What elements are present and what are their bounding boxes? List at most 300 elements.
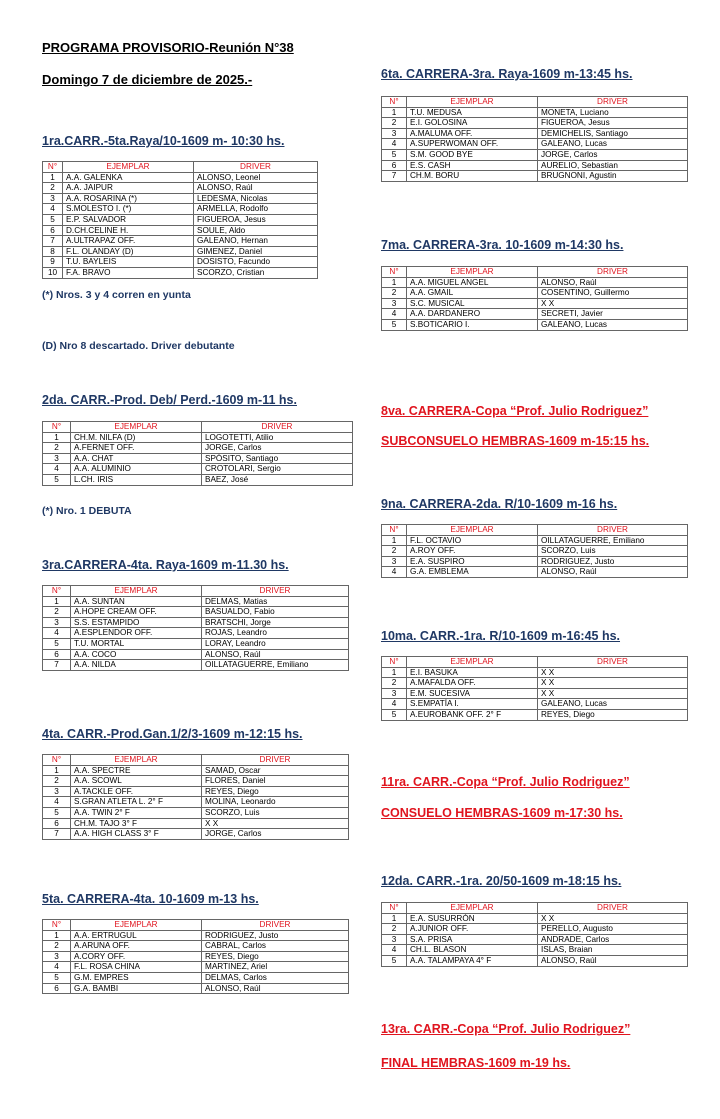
entry-number: 6 <box>43 818 71 829</box>
table-row <box>43 797 349 808</box>
driver-name: X X <box>538 688 688 699</box>
entry-number: 1 <box>382 913 407 924</box>
entry-number: 2 <box>382 288 407 299</box>
horse-name: G.A. BAMBI <box>71 983 202 994</box>
horse-name: A.A. DARDANERO <box>407 309 538 320</box>
driver-name: DOSISTO, Facundo <box>194 257 318 268</box>
col-driver-header: DRIVER <box>202 920 349 931</box>
table-row <box>43 951 349 962</box>
entry-number: 3 <box>43 453 71 464</box>
table-row <box>43 829 349 840</box>
horse-name: A.A. SCOWL <box>71 776 202 787</box>
entry-number: 8 <box>43 246 63 257</box>
horse-name: G.A. EMBLEMA <box>407 567 538 578</box>
table-row <box>43 628 349 639</box>
entry-number: 1 <box>43 930 71 941</box>
horse-name: T.U. BAYLEIS <box>63 257 194 268</box>
table-row <box>43 464 353 475</box>
table-row <box>43 765 349 776</box>
entry-number: 7 <box>43 829 71 840</box>
race-7-table <box>381 266 688 331</box>
horse-name: F.A. BRAVO <box>63 267 194 278</box>
horse-name: T.U. MEDUSA <box>407 107 538 118</box>
entry-number: 5 <box>382 955 407 966</box>
col-driver-header: DRIVER <box>538 267 688 278</box>
table-header-row <box>43 755 349 766</box>
entry-number: 2 <box>43 443 71 454</box>
col-num-header: N° <box>382 267 407 278</box>
table-row <box>382 688 688 699</box>
race-1-note-2: (D) Nro 8 descartado. Driver debutante <box>42 340 235 352</box>
entry-number: 1 <box>43 432 71 443</box>
horse-name: CH.M. BORU <box>407 171 538 182</box>
table-row <box>382 945 688 956</box>
driver-name: REYES, Diego <box>202 786 349 797</box>
horse-name: A.A. SUNTAN <box>71 596 202 607</box>
col-driver-header: DRIVER <box>202 586 349 597</box>
entry-number: 3 <box>43 193 63 204</box>
horse-name: A.FERNET OFF. <box>71 443 202 454</box>
driver-name: DELMAS, Matias <box>202 596 349 607</box>
horse-name: A.A. ALUMINIO <box>71 464 202 475</box>
race-6-table <box>381 96 688 182</box>
horse-name: A.HOPE CREAM OFF. <box>71 607 202 618</box>
driver-name: GIMENEZ, Daniel <box>194 246 318 257</box>
entry-number: 3 <box>382 934 407 945</box>
table-row <box>43 941 349 952</box>
table-row <box>43 649 349 660</box>
table-row <box>382 319 688 330</box>
col-driver-header: DRIVER <box>194 162 318 173</box>
col-num-header: N° <box>43 162 63 173</box>
entry-number: 3 <box>43 786 71 797</box>
entry-number: 7 <box>382 171 407 182</box>
col-num-header: N° <box>382 903 407 914</box>
horse-name: A.A. TWIN 2° F <box>71 807 202 818</box>
col-num-header: N° <box>382 97 407 108</box>
entry-number: 5 <box>382 319 407 330</box>
driver-name: AURELIO, Sebastian <box>538 160 688 171</box>
program-title: PROGRAMA PROVISORIO-Reunión N°38 <box>42 40 294 55</box>
horse-name: A.A. GMAIL <box>407 288 538 299</box>
driver-name: GALEANO, Lucas <box>538 319 688 330</box>
driver-name: CABRAL, Carlos <box>202 941 349 952</box>
table-row <box>43 183 318 194</box>
horse-name: A.TACKLE OFF. <box>71 786 202 797</box>
col-num-header: N° <box>43 422 71 433</box>
horse-name: L.CH. IRIS <box>71 474 202 485</box>
table-row <box>43 818 349 829</box>
table-row <box>43 267 318 278</box>
driver-name: JORGE, Carlos <box>202 829 349 840</box>
horse-name: S.MOLESTO I. (*) <box>63 204 194 215</box>
driver-name: BRATSCHI, Jorge <box>202 617 349 628</box>
driver-name: DEMICHELIS, Santiago <box>538 128 688 139</box>
table-row <box>382 546 688 557</box>
table-row <box>382 699 688 710</box>
driver-name: ALONSO, Raúl <box>538 277 688 288</box>
table-row <box>43 246 318 257</box>
table-row <box>382 171 688 182</box>
table-header-row <box>382 267 688 278</box>
table-row <box>382 709 688 720</box>
col-driver-header: DRIVER <box>538 657 688 668</box>
table-header-row <box>382 657 688 668</box>
entry-number: 1 <box>382 107 407 118</box>
table-row <box>382 128 688 139</box>
horse-name: A.A. COCO <box>71 649 202 660</box>
horse-name: S.C. MUSICAL <box>407 298 538 309</box>
col-horse-header: EJEMPLAR <box>407 97 538 108</box>
horse-name: A.A. MIGUEL ANGEL <box>407 277 538 288</box>
table-row <box>43 776 349 787</box>
entry-number: 4 <box>43 797 71 808</box>
driver-name: OILLATAGUERRE, Emiliano <box>202 660 349 671</box>
entry-number: 5 <box>43 638 71 649</box>
col-driver-header: DRIVER <box>538 525 688 536</box>
driver-name: GALEANO, Lucas <box>538 699 688 710</box>
horse-name: S.BOTICARIO I. <box>407 319 538 330</box>
race-6-title: 6ta. CARRERA-3ra. Raya-1609 m-13:45 hs. <box>381 67 633 81</box>
driver-name: RODRIGUEZ, Justo <box>202 930 349 941</box>
col-num-header: N° <box>43 586 71 597</box>
table-row <box>382 118 688 129</box>
driver-name: ALONSO, Raúl <box>538 955 688 966</box>
table-row <box>382 160 688 171</box>
horse-name: F.L. OLANDAY (D) <box>63 246 194 257</box>
table-row <box>382 288 688 299</box>
driver-name: ANDRADE, Carlos <box>538 934 688 945</box>
table-row <box>43 596 349 607</box>
col-horse-header: EJEMPLAR <box>407 657 538 668</box>
driver-name: OILLATAGUERRE, Emiliano <box>538 535 688 546</box>
table-row <box>43 257 318 268</box>
driver-name: X X <box>538 298 688 309</box>
horse-name: E.S. CASH <box>407 160 538 171</box>
entry-number: 1 <box>382 667 407 678</box>
col-horse-header: EJEMPLAR <box>407 267 538 278</box>
entry-number: 4 <box>43 628 71 639</box>
race-11-title-line-1: 11ra. CARR.-Copa “Prof. Julio Rodriguez” <box>381 775 630 789</box>
entry-number: 5 <box>382 149 407 160</box>
entry-number: 4 <box>382 139 407 150</box>
race-1-note-1: (*) Nros. 3 y 4 corren en yunta <box>42 289 191 301</box>
entry-number: 3 <box>43 617 71 628</box>
driver-name: X X <box>538 667 688 678</box>
horse-name: A.A. JAIPUR <box>63 183 194 194</box>
entry-number: 5 <box>43 214 63 225</box>
horse-name: S.GRAN ATLETA L. 2° F <box>71 797 202 808</box>
col-driver-header: DRIVER <box>538 903 688 914</box>
horse-name: A.A. ERTRUGUL <box>71 930 202 941</box>
driver-name: ALONSO, Raúl <box>194 183 318 194</box>
race-13-title-line-2: FINAL HEMBRAS-1609 m-19 hs. <box>381 1056 571 1070</box>
driver-name: LEDESMA, Nicolas <box>194 193 318 204</box>
col-driver-header: DRIVER <box>202 755 349 766</box>
driver-name: X X <box>538 678 688 689</box>
entry-number: 1 <box>43 765 71 776</box>
race-3-title: 3ra.CARRERA-4ta. Raya-1609 m-11.30 hs. <box>42 558 289 572</box>
race-9-table <box>381 524 688 578</box>
horse-name: E.A. SUSPIRO <box>407 556 538 567</box>
horse-name: G.M. EMPRES <box>71 972 202 983</box>
horse-name: E.A. SUSURRÓN <box>407 913 538 924</box>
table-row <box>382 107 688 118</box>
horse-name: F.L. ROSA CHINA <box>71 962 202 973</box>
entry-number: 9 <box>43 257 63 268</box>
entry-number: 4 <box>382 309 407 320</box>
entry-number: 2 <box>43 607 71 618</box>
table-row <box>382 667 688 678</box>
col-horse-header: EJEMPLAR <box>407 903 538 914</box>
col-num-header: N° <box>43 920 71 931</box>
table-header-row <box>43 422 353 433</box>
driver-name: SCORZO, Luis <box>202 807 349 818</box>
table-row <box>382 535 688 546</box>
driver-name: X X <box>538 913 688 924</box>
race-10-title: 10ma. CARR.-1ra. R/10-1609 m-16:45 hs. <box>381 629 621 643</box>
table-row <box>43 474 353 485</box>
driver-name: BASUALDO, Fabio <box>202 607 349 618</box>
race-5-table <box>42 919 349 994</box>
entry-number: 1 <box>43 172 63 183</box>
entry-number: 1 <box>382 535 407 546</box>
table-row <box>43 443 353 454</box>
table-row <box>382 955 688 966</box>
driver-name: FIGUEROA, Jesus <box>194 214 318 225</box>
entry-number: 2 <box>43 776 71 787</box>
driver-name: LORAY, Leandro <box>202 638 349 649</box>
table-row <box>43 983 349 994</box>
race-2-note-1: (*) Nro. 1 DEBUTA <box>42 505 132 517</box>
horse-name: CH.M. TAJO 3° F <box>71 818 202 829</box>
horse-name: A.EUROBANK OFF. 2° F <box>407 709 538 720</box>
horse-name: T.U. MORTAL <box>71 638 202 649</box>
table-row <box>43 236 318 247</box>
horse-name: CH.M. NILFA (D) <box>71 432 202 443</box>
entry-number: 2 <box>382 118 407 129</box>
entry-number: 3 <box>382 128 407 139</box>
entry-number: 2 <box>382 924 407 935</box>
entry-number: 3 <box>43 951 71 962</box>
race-2-table <box>42 421 353 486</box>
table-row <box>382 277 688 288</box>
driver-name: JORGE, Carlos <box>202 443 353 454</box>
driver-name: ARMELLA, Rodolfo <box>194 204 318 215</box>
driver-name: ALONSO, Raúl <box>202 983 349 994</box>
table-row <box>382 556 688 567</box>
driver-name: CROTOLARI, Sergio <box>202 464 353 475</box>
entry-number: 5 <box>43 474 71 485</box>
table-header-row <box>43 162 318 173</box>
table-row <box>43 193 318 204</box>
driver-name: ALONSO, Leonel <box>194 172 318 183</box>
driver-name: BRUGNONI, Agustin <box>538 171 688 182</box>
race-9-title: 9na. CARRERA-2da. R/10-1609 m-16 hs. <box>381 497 618 511</box>
entry-number: 4 <box>43 204 63 215</box>
entry-number: 2 <box>382 678 407 689</box>
race-8-title-line-1: 8va. CARRERA-Copa “Prof. Julio Rodriguez” <box>381 404 649 418</box>
horse-name: A.ROY OFF. <box>407 546 538 557</box>
driver-name: SPÓSITO, Santiago <box>202 453 353 464</box>
horse-name: F.L. OCTAVIO <box>407 535 538 546</box>
col-horse-header: EJEMPLAR <box>71 586 202 597</box>
driver-name: SCORZO, Luis <box>538 546 688 557</box>
race-2-title: 2da. CARR.-Prod. Deb/ Perd.-1609 m-11 hs. <box>42 393 297 407</box>
table-row <box>43 786 349 797</box>
race-7-title: 7ma. CARRERA-3ra. 10-1609 m-14:30 hs. <box>381 238 624 252</box>
entry-number: 3 <box>382 688 407 699</box>
driver-name: REYES, Diego <box>202 951 349 962</box>
entry-number: 3 <box>382 298 407 309</box>
race-4-title: 4ta. CARR.-Prod.Gan.1/2/3-1609 m-12:15 hs. <box>42 727 303 741</box>
driver-name: SCORZO, Cristian <box>194 267 318 278</box>
table-row <box>43 204 318 215</box>
horse-name: A.MALUMA OFF. <box>407 128 538 139</box>
driver-name: ISLAS, Braian <box>538 945 688 956</box>
table-header-row <box>43 920 349 931</box>
table-row <box>382 924 688 935</box>
table-row <box>382 149 688 160</box>
entry-number: 1 <box>382 277 407 288</box>
horse-name: A.A. NILDA <box>71 660 202 671</box>
horse-name: A.JUNIOR OFF. <box>407 924 538 935</box>
driver-name: JORGE, Carlos <box>538 149 688 160</box>
entry-number: 5 <box>382 709 407 720</box>
race-13-title-line-1: 13ra. CARR.-Copa “Prof. Julio Rodriguez” <box>381 1022 631 1036</box>
race-1-title: 1ra.CARR.-5ta.Raya/10-1609 m- 10:30 hs. <box>42 134 285 148</box>
horse-name: A.A. CHAT <box>71 453 202 464</box>
entry-number: 6 <box>43 649 71 660</box>
table-row <box>382 913 688 924</box>
entry-number: 2 <box>43 183 63 194</box>
driver-name: MARTINEZ, Ariel <box>202 962 349 973</box>
horse-name: A.ULTRAPAZ OFF. <box>63 236 194 247</box>
table-header-row <box>382 903 688 914</box>
table-row <box>43 225 318 236</box>
race-8-title-line-2: SUBCONSUELO HEMBRAS-1609 m-15:15 hs. <box>381 434 650 448</box>
entry-number: 10 <box>43 267 63 278</box>
driver-name: X X <box>202 818 349 829</box>
entry-number: 4 <box>43 464 71 475</box>
horse-name: A.ESPLENDOR OFF. <box>71 628 202 639</box>
table-row <box>43 172 318 183</box>
entry-number: 2 <box>43 941 71 952</box>
entry-number: 4 <box>382 567 407 578</box>
driver-name: COSENTINO, Guillermo <box>538 288 688 299</box>
table-header-row <box>382 525 688 536</box>
col-driver-header: DRIVER <box>538 97 688 108</box>
driver-name: REYES, Diego <box>538 709 688 720</box>
driver-name: MONETA, Luciano <box>538 107 688 118</box>
race-10-table <box>381 656 688 721</box>
horse-name: S.M. GOOD BYE <box>407 149 538 160</box>
col-horse-header: EJEMPLAR <box>71 920 202 931</box>
race-12-title: 12da. CARR.-1ra. 20/50-1609 m-18:15 hs. <box>381 874 622 888</box>
program-date: Domingo 7 de diciembre de 2025.- <box>42 72 253 87</box>
entry-number: 7 <box>43 660 71 671</box>
entry-number: 4 <box>382 945 407 956</box>
col-horse-header: EJEMPLAR <box>71 755 202 766</box>
horse-name: A.MAFALDA OFF. <box>407 678 538 689</box>
entry-number: 7 <box>43 236 63 247</box>
table-row <box>43 807 349 818</box>
col-horse-header: EJEMPLAR <box>71 422 202 433</box>
horse-name: S.A. PRISA <box>407 934 538 945</box>
entry-number: 2 <box>382 546 407 557</box>
table-row <box>43 972 349 983</box>
horse-name: A.A. TALAMPAYA 4° F <box>407 955 538 966</box>
col-horse-header: EJEMPLAR <box>407 525 538 536</box>
entry-number: 6 <box>43 983 71 994</box>
table-row <box>382 298 688 309</box>
entry-number: 5 <box>43 807 71 818</box>
table-row <box>382 934 688 945</box>
table-row <box>382 567 688 578</box>
horse-name: S.S. ESTAMPIDO <box>71 617 202 628</box>
race-1-table <box>42 161 318 279</box>
driver-name: PERELLO, Augusto <box>538 924 688 935</box>
table-row <box>43 432 353 443</box>
driver-name: ROJAS, Leandro <box>202 628 349 639</box>
table-row <box>43 214 318 225</box>
horse-name: A.A. HIGH CLASS 3° F <box>71 829 202 840</box>
race-3-table <box>42 585 349 671</box>
driver-name: FIGUEROA, Jesus <box>538 118 688 129</box>
col-horse-header: EJEMPLAR <box>63 162 194 173</box>
driver-name: GALEANO, Hernan <box>194 236 318 247</box>
race-11-title-line-2: CONSUELO HEMBRAS-1609 m-17:30 hs. <box>381 806 623 820</box>
table-row <box>43 660 349 671</box>
horse-name: E.I. BASUKA <box>407 667 538 678</box>
race-5-title: 5ta. CARRERA-4ta. 10-1609 m-13 hs. <box>42 892 259 906</box>
entry-number: 4 <box>43 962 71 973</box>
entry-number: 6 <box>382 160 407 171</box>
horse-name: A.CORY OFF. <box>71 951 202 962</box>
col-num-header: N° <box>382 657 407 668</box>
horse-name: E.P. SALVADOR <box>63 214 194 225</box>
horse-name: CH.L. BLASON <box>407 945 538 956</box>
driver-name: SECRETI, Javier <box>538 309 688 320</box>
driver-name: BAEZ, José <box>202 474 353 485</box>
table-row <box>43 930 349 941</box>
horse-name: E.M. SUCESIVA <box>407 688 538 699</box>
col-driver-header: DRIVER <box>202 422 353 433</box>
driver-name: ALONSO, Raúl <box>202 649 349 660</box>
table-row <box>382 309 688 320</box>
race-4-table <box>42 754 349 840</box>
entry-number: 6 <box>43 225 63 236</box>
horse-name: A.ARUNA OFF. <box>71 941 202 952</box>
entry-number: 1 <box>43 596 71 607</box>
entry-number: 3 <box>382 556 407 567</box>
table-row <box>43 607 349 618</box>
driver-name: ALONSO, Raúl <box>538 567 688 578</box>
table-header-row <box>382 97 688 108</box>
driver-name: SOULE, Aldo <box>194 225 318 236</box>
horse-name: A.A. GALENKA <box>63 172 194 183</box>
race-12-table <box>381 902 688 967</box>
col-num-header: N° <box>43 755 71 766</box>
horse-name: D.CH.CELINE H. <box>63 225 194 236</box>
horse-name: A.A. ROSARINA (*) <box>63 193 194 204</box>
table-row <box>43 617 349 628</box>
driver-name: SAMAD, Oscar <box>202 765 349 776</box>
table-row <box>382 678 688 689</box>
driver-name: MOLINA, Leonardo <box>202 797 349 808</box>
horse-name: E.I. GOLOSINA <box>407 118 538 129</box>
horse-name: A.A. SPECTRE <box>71 765 202 776</box>
